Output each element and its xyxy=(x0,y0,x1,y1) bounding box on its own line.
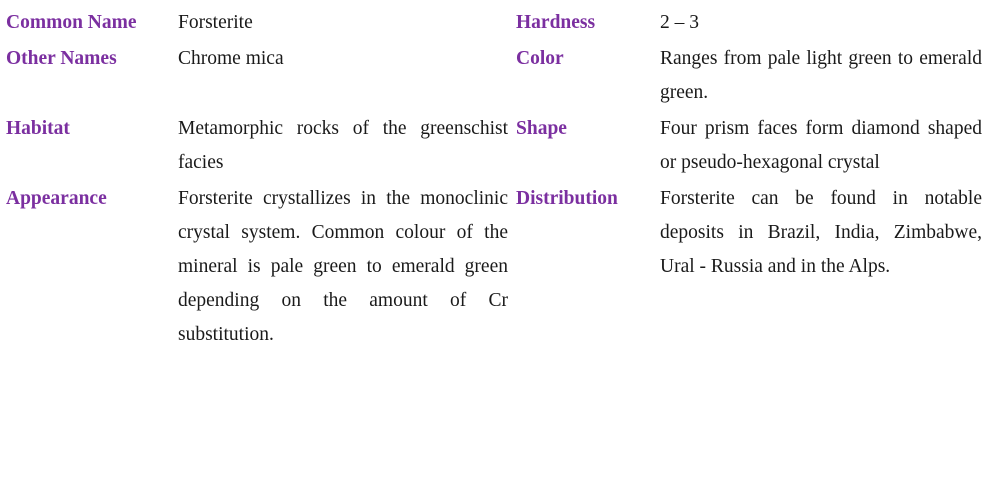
property-value-habitat: Metamorphic rocks of the greenschist facies xyxy=(178,118,508,173)
property-value-hardness: 2 – 3 xyxy=(660,12,699,33)
property-label-hardness: Hardness xyxy=(516,12,596,33)
property-label-habitat: Habitat xyxy=(6,118,70,139)
table-row xyxy=(6,42,982,112)
property-value-shape: Four prism faces form diamond shaped or pseudo-hexagonal crystal xyxy=(660,118,982,173)
table-row xyxy=(6,112,982,182)
property-label-appearance: Appearance xyxy=(6,188,107,209)
property-label-shape: Shape xyxy=(516,118,567,139)
property-value-other-names: Chrome mica xyxy=(178,48,284,69)
property-value-common-name: Forsterite xyxy=(178,12,253,33)
table-row xyxy=(6,182,982,354)
property-label-color: Color xyxy=(516,48,564,69)
property-value-distribution: Forsterite can be found in notable deposits in Brazil, India, Zimbabwe, Ural - Russia and in the Alps. xyxy=(660,188,982,277)
mineral-properties-table xyxy=(6,6,982,354)
table-row xyxy=(6,6,982,42)
property-label-distribution: Distribution xyxy=(516,188,618,209)
property-label-other-names: Other Names xyxy=(6,48,117,69)
property-value-appearance: Forsterite crystallizes in the monoclinic crystal system. Common colour of the mineral is pale green to emerald green depending on the amount of Cr substitution. xyxy=(178,188,508,345)
property-value-color: Ranges from pale light green to emerald green. xyxy=(660,48,982,103)
property-label-common-name: Common Name xyxy=(6,12,137,33)
